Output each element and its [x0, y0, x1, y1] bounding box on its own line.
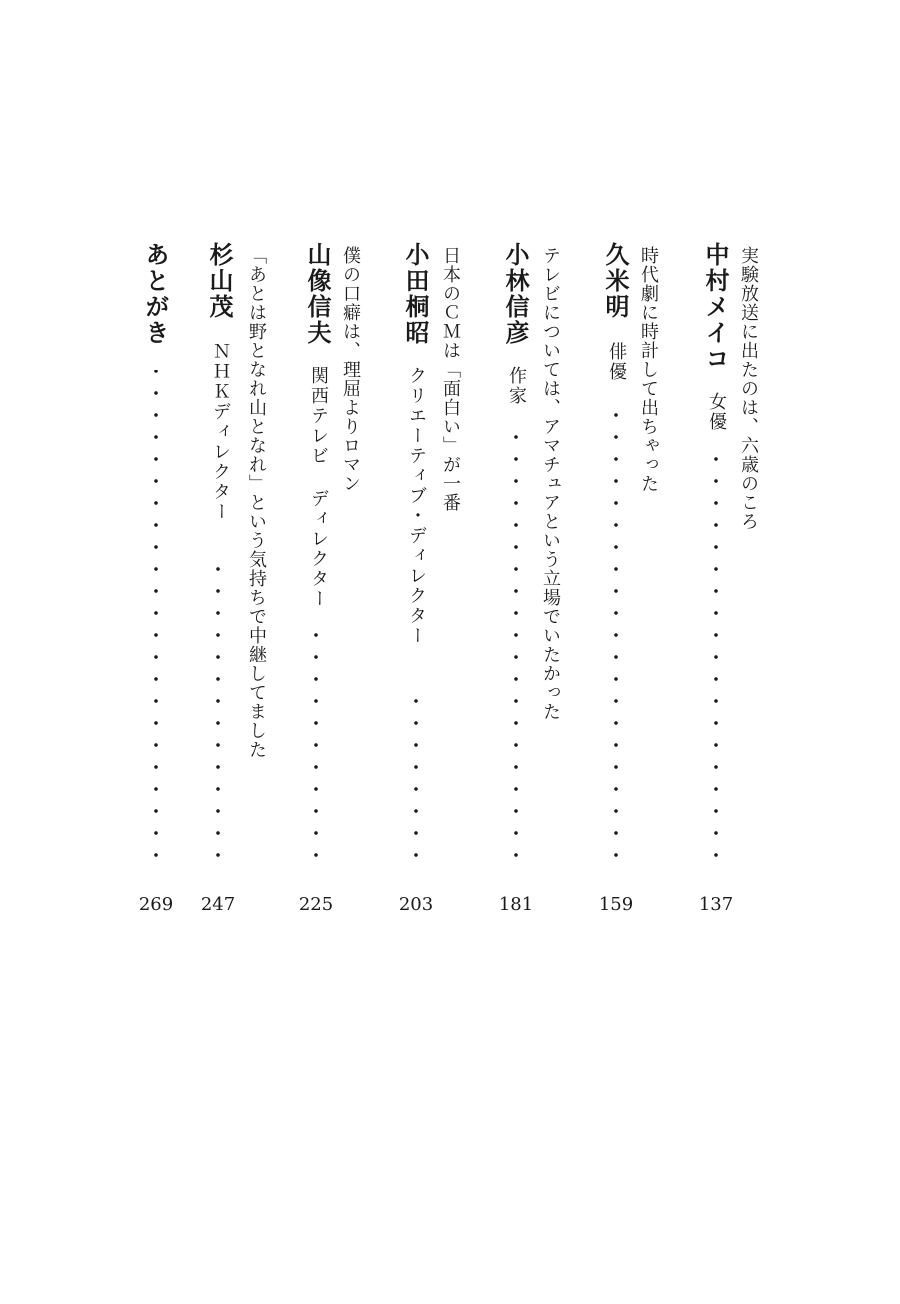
entry-subtitle: テレビについては、アマチュアという立場でいたかった — [540, 246, 561, 721]
dot-leader — [614, 405, 618, 866]
entry-page-number: 159 — [598, 894, 634, 915]
toc-entry-odagiri[interactable] — [400, 0, 460, 1304]
entry-page-number: 225 — [298, 894, 334, 915]
entry-page-number: 269 — [138, 894, 174, 915]
entry-role: 作家 — [506, 366, 527, 406]
toc-entry-yamagata[interactable] — [300, 0, 360, 1304]
dot-leader — [154, 370, 158, 866]
entry-page-number: 203 — [398, 894, 434, 915]
toc-entry-afterword[interactable] — [140, 0, 200, 1304]
toc-entry-sugiyama[interactable] — [200, 0, 267, 1304]
entry-subtitle: 時代劇に時計して出ちゃった — [638, 246, 659, 493]
entry-name: あとがき — [141, 242, 170, 346]
entry-role: 女優 — [706, 392, 727, 432]
toc-entry-kobayashi[interactable] — [500, 0, 560, 1304]
entry-page-number: 181 — [498, 894, 534, 915]
entry-subtitle: 日本のＣＭは「面白い」が一番 — [440, 246, 461, 512]
entry-subtitle: 僕の口癖は、理屈よりロマン — [340, 246, 361, 493]
entry-subtitle: 実験放送に出たのは、六歳のころ — [738, 246, 759, 531]
dot-leader — [714, 450, 718, 866]
dot-leader — [514, 428, 518, 866]
entry-name: 小田桐昭 — [401, 242, 430, 346]
dot-leader — [414, 692, 418, 866]
toc-entry-nakamura[interactable] — [700, 0, 760, 1304]
entry-name: 中村メイコ — [701, 242, 730, 372]
entry-role: 俳優 — [606, 342, 627, 382]
entry-name: 杉山茂 — [205, 242, 234, 320]
entry-name: 小林信彦 — [501, 242, 530, 346]
dot-leader — [216, 560, 220, 866]
dot-leader — [314, 625, 318, 866]
entry-role: 関西テレビ ディレクター — [308, 366, 329, 609]
entry-name: 山像信夫 — [303, 242, 332, 346]
entry-name: 久米明 — [601, 242, 630, 320]
entry-role: クリエーティブ・ディレクター — [406, 366, 427, 646]
entry-subtitle: 「あとは野となれ山となれ」という気持ちで中継してました — [246, 246, 267, 759]
entry-role: ＮＨＫディレクター — [210, 342, 231, 522]
entry-page-number: 247 — [200, 894, 236, 915]
entry-page-number: 137 — [698, 894, 734, 915]
toc-entry-kume[interactable] — [600, 0, 660, 1304]
